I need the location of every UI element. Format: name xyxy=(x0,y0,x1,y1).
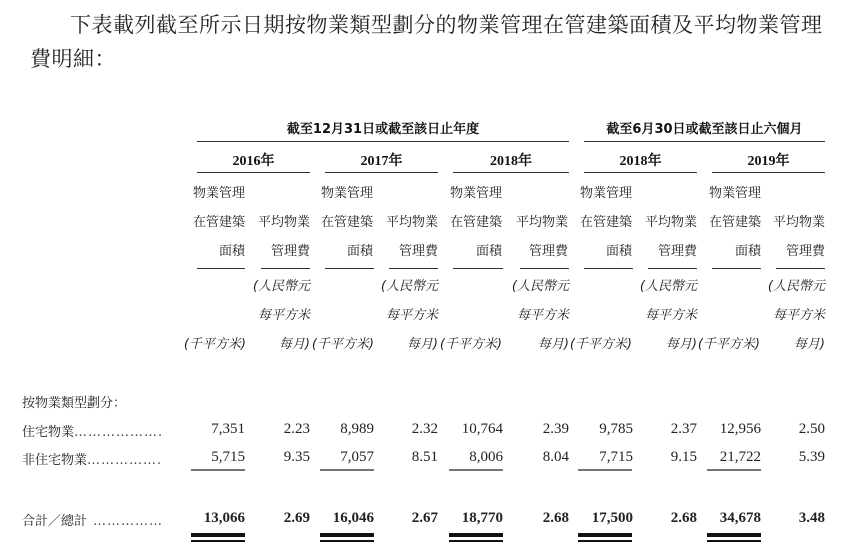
cell-value: 9.35 xyxy=(283,449,310,465)
col-header-area xyxy=(440,179,502,266)
unit-fee xyxy=(499,272,569,359)
total-double-rule xyxy=(320,533,374,537)
col-rule xyxy=(389,268,438,269)
col-header-fee-line1: 平均物業 xyxy=(257,215,310,230)
cell-value: 8,989 xyxy=(340,421,374,437)
cell-value: 5.39 xyxy=(798,449,825,465)
col-header-area-line1: 物業管理 xyxy=(320,186,373,201)
col-rule xyxy=(520,268,569,269)
unit-area: (千平方米) xyxy=(569,337,632,352)
total-double-rule xyxy=(578,533,632,537)
unit-fee-line1: (人民幣元 xyxy=(252,279,310,294)
col-header-area-line3: 面積 xyxy=(734,244,761,259)
col-header-area-line3: 面積 xyxy=(346,244,373,259)
col-header-area-line3: 面積 xyxy=(605,244,632,259)
unit-fee-line2: 每平方米 xyxy=(772,308,825,323)
total-value: 17,500 xyxy=(591,510,633,526)
unit-fee xyxy=(627,272,697,359)
unit-fee xyxy=(368,272,438,359)
dot-leader: ……………. xyxy=(87,453,163,468)
col-header-area xyxy=(570,179,632,266)
cell-value: 9.15 xyxy=(670,449,697,465)
col-header-area-line1: 物業管理 xyxy=(449,186,502,201)
total-double-rule xyxy=(449,540,503,542)
total-value: 2.69 xyxy=(283,510,310,526)
unit-fee-line2: 每平方米 xyxy=(257,308,310,323)
col-header-fee xyxy=(763,208,825,266)
col-rule xyxy=(648,268,697,269)
col-header-fee-line1: 平均物業 xyxy=(644,215,697,230)
unit-fee-line1: (人民幣元 xyxy=(380,279,438,294)
total-value: 2.68 xyxy=(670,510,697,526)
total-value: 2.67 xyxy=(411,510,438,526)
col-header-area-line1: 物業管理 xyxy=(192,186,245,201)
year-header-2017: 2017年 xyxy=(360,154,403,169)
dot-leader: ………………. xyxy=(74,425,164,440)
col-header-area-line2: 在管建築 xyxy=(449,215,502,230)
col-rule xyxy=(584,268,633,269)
col-rule xyxy=(197,268,245,269)
total-value: 13,066 xyxy=(203,510,245,526)
col-header-area xyxy=(699,179,761,266)
year-header-2019-h1: 2019年 xyxy=(747,154,790,169)
total-double-rule xyxy=(191,533,245,537)
col-rule xyxy=(325,268,374,269)
row-label-total xyxy=(22,510,163,529)
unit-fee-line3: 每月) xyxy=(793,337,825,352)
col-header-area xyxy=(183,179,245,266)
cell-value: 12,956 xyxy=(719,421,761,437)
col-rule xyxy=(261,268,310,269)
total-value: 2.68 xyxy=(542,510,569,526)
col-header-area-line2: 在管建築 xyxy=(320,215,373,230)
year-rule xyxy=(325,172,438,173)
col-header-fee xyxy=(635,208,697,266)
col-header-fee xyxy=(376,208,438,266)
col-header-area-line3: 面積 xyxy=(475,244,502,259)
subtotal-rule xyxy=(578,469,632,471)
row-label-non-residential xyxy=(22,449,162,468)
unit-fee xyxy=(755,272,825,359)
unit-area: (千平方米) xyxy=(183,337,246,352)
unit-fee-line3: 每月) xyxy=(665,337,697,352)
group-header-annual: 截至12月31日或截至該日止年度 xyxy=(286,122,480,137)
intro-text-2: 費明細： xyxy=(30,47,116,71)
col-rule xyxy=(453,268,503,269)
total-double-rule xyxy=(449,533,503,537)
cell-value: 2.23 xyxy=(283,421,310,437)
cell-value: 2.37 xyxy=(670,421,697,437)
group-rule-interim xyxy=(584,141,825,142)
col-header-area-line2: 在管建築 xyxy=(708,215,761,230)
dot-leader: …………… xyxy=(93,514,164,529)
intro-text-1: 下表載列截至所示日期按物業類型劃分的物業管理在管建築面積及平均物業管理 xyxy=(70,13,823,37)
unit-fee-line2: 每平方米 xyxy=(516,308,569,323)
intro-line-2 xyxy=(30,42,830,76)
col-header-area xyxy=(311,179,373,266)
subtotal-rule xyxy=(191,469,245,471)
group-header-interim: 截至6月30日或截至該日止六個月 xyxy=(606,122,803,137)
col-header-fee xyxy=(506,208,568,266)
cell-value: 8.51 xyxy=(411,449,438,465)
col-header-fee xyxy=(248,208,310,266)
unit-fee-line1: (人民幣元 xyxy=(511,279,569,294)
unit-fee-line2: 每平方米 xyxy=(644,308,697,323)
total-double-rule xyxy=(191,540,245,542)
year-rule xyxy=(197,172,310,173)
total-value: 3.48 xyxy=(798,510,825,526)
cell-value: 10,764 xyxy=(461,421,503,437)
unit-fee-line3: 每月) xyxy=(278,337,310,352)
unit-fee xyxy=(240,272,310,359)
col-header-area-line1: 物業管理 xyxy=(708,186,761,201)
row-label-text: 非住宅物業 xyxy=(22,453,88,468)
cell-value: 2.32 xyxy=(411,421,438,437)
unit-fee-line1: (人民幣元 xyxy=(767,279,825,294)
col-header-fee-line1: 平均物業 xyxy=(515,215,568,230)
cell-value: 7,351 xyxy=(211,421,245,437)
section-label: 按物業類型劃分： xyxy=(22,396,127,411)
col-header-fee-line2: 管理費 xyxy=(785,244,825,259)
cell-value: 7,057 xyxy=(340,449,374,465)
subtotal-rule xyxy=(707,469,761,471)
total-value: 16,046 xyxy=(332,510,374,526)
group-rule-annual xyxy=(197,141,569,142)
intro-paragraph xyxy=(30,8,830,76)
col-header-area-line2: 在管建築 xyxy=(192,215,245,230)
col-rule xyxy=(712,268,761,269)
unit-fee-line3: 每月) xyxy=(537,337,569,352)
subtotal-rule xyxy=(320,469,374,471)
col-header-fee-line2: 管理費 xyxy=(657,244,697,259)
year-header-2016: 2016年 xyxy=(232,154,275,169)
col-header-area-line3: 面積 xyxy=(218,244,245,259)
year-rule xyxy=(584,172,697,173)
year-rule xyxy=(453,172,569,173)
col-header-area-line1: 物業管理 xyxy=(579,186,632,201)
col-header-fee-line2: 管理費 xyxy=(528,244,568,259)
unit-area: (千平方米) xyxy=(311,337,374,352)
col-header-fee-line1: 平均物業 xyxy=(385,215,438,230)
cell-value: 7,715 xyxy=(599,449,633,465)
cell-value: 8,006 xyxy=(469,449,503,465)
col-header-area-line2: 在管建築 xyxy=(579,215,632,230)
row-label-text: 合計／總計 xyxy=(22,514,88,529)
cell-value: 2.50 xyxy=(798,421,825,437)
unit-area: (千平方米) xyxy=(697,337,760,352)
row-label-residential xyxy=(22,421,163,440)
col-header-fee-line2: 管理費 xyxy=(398,244,438,259)
total-value: 18,770 xyxy=(461,510,503,526)
total-value: 34,678 xyxy=(719,510,761,526)
intro-line-1 xyxy=(30,8,830,42)
unit-fee-line2: 每平方米 xyxy=(385,308,438,323)
cell-value: 9,785 xyxy=(599,421,633,437)
unit-fee-line1: (人民幣元 xyxy=(639,279,697,294)
cell-value: 5,715 xyxy=(211,449,245,465)
cell-value: 2.39 xyxy=(542,421,569,437)
total-double-rule xyxy=(707,540,761,542)
col-header-fee-line1: 平均物業 xyxy=(772,215,825,230)
year-rule xyxy=(712,172,825,173)
cell-value: 8.04 xyxy=(542,449,569,465)
cell-value: 21,722 xyxy=(719,449,761,465)
total-double-rule xyxy=(320,540,374,542)
subtotal-rule xyxy=(449,469,503,471)
year-header-2018-h1: 2018年 xyxy=(619,154,662,169)
col-header-fee-line2: 管理費 xyxy=(270,244,310,259)
col-rule xyxy=(776,268,825,269)
unit-fee-line3: 每月) xyxy=(406,337,438,352)
unit-area: (千平方米) xyxy=(439,337,502,352)
total-double-rule xyxy=(707,533,761,537)
year-header-2018: 2018年 xyxy=(490,154,532,169)
row-label-text: 住宅物業 xyxy=(22,425,75,440)
total-double-rule xyxy=(578,540,632,542)
